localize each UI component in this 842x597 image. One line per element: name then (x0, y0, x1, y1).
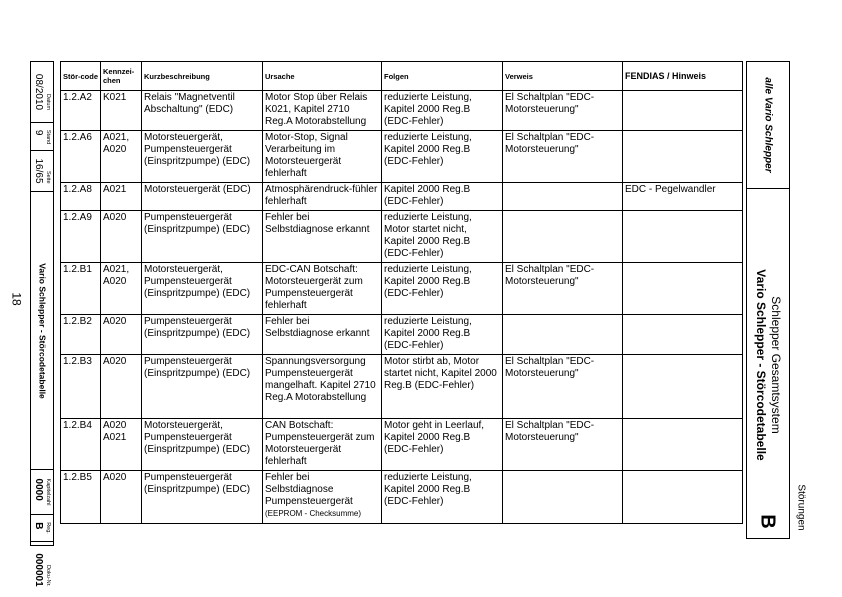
reg-label: Reg. (45, 522, 51, 534)
cell-ursache: Fehler bei Selbstdiagnose erkannt (263, 211, 382, 263)
cell-kennzeichen: K021 (101, 91, 142, 131)
cell-kurzbeschreibung: Pumpensteuergerät (Einspritzpumpe) (EDC) (142, 355, 263, 419)
cell-fendias (623, 131, 743, 183)
cell-kennzeichen: A021, A020 (101, 131, 142, 183)
cell-kennzeichen: A020 A021 (101, 419, 142, 471)
cell-fendias (623, 315, 743, 355)
cell-code: 1.2.B5 (61, 471, 101, 524)
datum-label: Datum (45, 93, 51, 111)
cell-fendias (623, 419, 743, 471)
cell-kurzbeschreibung: Motorsteuergerät (EDC) (142, 183, 263, 211)
table-row (61, 211, 743, 263)
title-block (747, 189, 789, 540)
cell-folgen: reduzierte Leistung, Kapitel 2000 Reg.B (EDC-Fehler) (382, 131, 503, 183)
col-header-ursache: Ursache (263, 62, 382, 91)
cell-ursache: Motor-Stop, Signal Verarbeitung im Motorsteuergerät fehlerhaft (263, 131, 382, 183)
cell-fendias (623, 91, 743, 131)
col-header-code: Stör-code (61, 62, 101, 91)
seite-cell (31, 151, 53, 192)
table-row (61, 315, 743, 355)
cell-verweis (503, 211, 623, 263)
cell-code: 1.2.A9 (61, 211, 101, 263)
cell-verweis (503, 315, 623, 355)
cell-kurzbeschreibung: Relais "Magnetventil Abschaltung" (EDC) (142, 91, 263, 131)
seite-label: Seite (45, 170, 51, 184)
cell-code: 1.2.B3 (61, 355, 101, 419)
scope-cell (747, 62, 789, 189)
cell-ursache: Spannungsversorgung Pumpensteuergerät mangelhaft. Kapitel 2710 Reg.A Motorabstellung (263, 355, 382, 419)
seite-value: 16/65 (33, 158, 44, 184)
system-title: Schlepper Gesamtsystem (769, 295, 783, 434)
right-title-strip (746, 61, 790, 539)
datum-cell (31, 62, 53, 123)
ursache-note: (EEPROM - Checksumme) (265, 509, 362, 518)
page-number: 18 (9, 292, 24, 306)
cell-fendias (623, 211, 743, 263)
table-header-row (61, 62, 743, 91)
ursache-text: Fehler bei Selbstdiagnose Pumpensteuergerät (265, 472, 353, 507)
col-header-verweis: Verweis (503, 62, 623, 91)
register-letter: B (756, 514, 779, 529)
fault-code-table (60, 61, 743, 524)
stand-value: 9 (33, 129, 44, 135)
cell-fendias (623, 355, 743, 419)
cell-verweis: El Schaltplan "EDC-Motorsteuerung" (503, 91, 623, 131)
table-row (61, 355, 743, 419)
cell-ursache: CAN Botschaft: Pumpensteuergerät zum Motorsteuergerät fehlerhaft (263, 419, 382, 471)
left-info-strip (30, 61, 54, 587)
title-cell (31, 192, 53, 470)
cell-fendias (623, 471, 743, 524)
cell-verweis (503, 183, 623, 211)
kapitelzahl-label: Kapitelzahl (45, 478, 51, 506)
table-row (61, 131, 743, 183)
cell-verweis: El Schaltplan "EDC-Motorsteuerung" (503, 131, 623, 183)
cell-ursache: Motor Stop über Relais K021, Kapitel 2710 Reg.A Motorabstellung (263, 91, 382, 131)
cell-code: 1.2.A8 (61, 183, 101, 211)
reg-value: B (33, 522, 44, 530)
cell-kurzbeschreibung: Pumpensteuergerät (Einspritzpumpe) (EDC) (142, 315, 263, 355)
kapitelzahl-value: 0000 (33, 478, 44, 501)
col-header-folgen: Folgen (382, 62, 503, 91)
table-row (61, 91, 743, 131)
col-header-kurzbeschreibung: Kurzbeschreibung (142, 62, 263, 91)
cell-code: 1.2.B2 (61, 315, 101, 355)
cell-code: 1.2.A6 (61, 131, 101, 183)
section-label: Störungen (795, 484, 807, 531)
cell-code: 1.2.B1 (61, 263, 101, 315)
cell-kurzbeschreibung: Motorsteuergerät, Pumpensteuergerät (Einspritzpumpe) (EDC) (142, 419, 263, 471)
cell-code: 1.2.B4 (61, 419, 101, 471)
cell-kurzbeschreibung: Motorsteuergerät, Pumpensteuergerät (Einspritzpumpe) (EDC) (142, 263, 263, 315)
table-row (61, 471, 743, 524)
table-row (61, 183, 743, 211)
cell-verweis: El Schaltplan "EDC-Motorsteuerung" (503, 355, 623, 419)
cell-code: 1.2.A2 (61, 91, 101, 131)
kapitelzahl-cell (31, 470, 53, 515)
cell-fendias: EDC - Pegelwandler (623, 183, 743, 211)
cell-kurzbeschreibung: Pumpensteuergerät (Einspritzpumpe) (EDC) (142, 471, 263, 524)
doku-value: 000001 (33, 552, 44, 587)
table-row (61, 263, 743, 315)
stand-label: Stand (45, 129, 51, 144)
stand-cell (31, 123, 53, 151)
cell-verweis: El Schaltplan "EDC-Motorsteuerung" (503, 419, 623, 471)
cell-folgen: reduzierte Leistung, Kapitel 2000 Reg.B (EDC-Fehler) (382, 315, 503, 355)
cell-ursache (263, 471, 382, 524)
cell-kennzeichen: A020 (101, 315, 142, 355)
scope-label: alle Vario Schlepper (762, 77, 774, 173)
cell-folgen: reduzierte Leistung, Kapitel 2000 Reg.B (EDC-Fehler) (382, 263, 503, 315)
cell-verweis: El Schaltplan "EDC-Motorsteuerung" (503, 263, 623, 315)
doku-cell (31, 542, 53, 597)
cell-kennzeichen: A021, A020 (101, 263, 142, 315)
strip-title: Vario Schlepper - Störcodetabelle (37, 262, 48, 399)
cell-kennzeichen: A020 (101, 355, 142, 419)
cell-folgen: Motor geht in Leerlauf, Kapitel 2000 Reg.B (EDC-Fehler) (382, 419, 503, 471)
cell-verweis (503, 471, 623, 524)
cell-kennzeichen: A021 (101, 183, 142, 211)
col-header-kennzeichen: Kennzei-chen (101, 62, 142, 91)
datum-value: 08/2010 (33, 73, 44, 111)
cell-folgen: reduzierte Leistung, Kapitel 2000 Reg.B (EDC-Fehler) (382, 471, 503, 524)
col-header-fendias: FENDIAS / Hinweis (623, 62, 743, 91)
cell-kennzeichen: A020 (101, 471, 142, 524)
cell-folgen: Kapitel 2000 Reg.B (EDC-Fehler) (382, 183, 503, 211)
cell-kurzbeschreibung: Pumpensteuergerät (Einspritzpumpe) (EDC) (142, 211, 263, 263)
cell-ursache: Fehler bei Selbstdiagnose erkannt (263, 315, 382, 355)
cell-ursache: Atmosphärendruck-fühler fehlerhaft (263, 183, 382, 211)
reg-cell (31, 515, 53, 542)
cell-fendias (623, 263, 743, 315)
doku-label: Doku-Nr. (45, 564, 51, 587)
cell-ursache: EDC-CAN Botschaft: Motorsteuergerät zum Pumpensteuergerät fehlerhaft (263, 263, 382, 315)
table-row (61, 419, 743, 471)
cell-kennzeichen: A020 (101, 211, 142, 263)
cell-kurzbeschreibung: Motorsteuergerät, Pumpensteuergerät (Einspritzpumpe) (EDC) (142, 131, 263, 183)
cell-folgen: reduzierte Leistung, Motor startet nicht, Kapitel 2000 Reg.B (EDC-Fehler) (382, 211, 503, 263)
cell-folgen: Motor stirbt ab, Motor startet nicht, Kapitel 2000 Reg.B (EDC-Fehler) (382, 355, 503, 419)
document-title: Vario Schlepper - Störcodetabelle (754, 268, 768, 461)
cell-folgen: reduzierte Leistung, Kapitel 2000 Reg.B (EDC-Fehler) (382, 91, 503, 131)
